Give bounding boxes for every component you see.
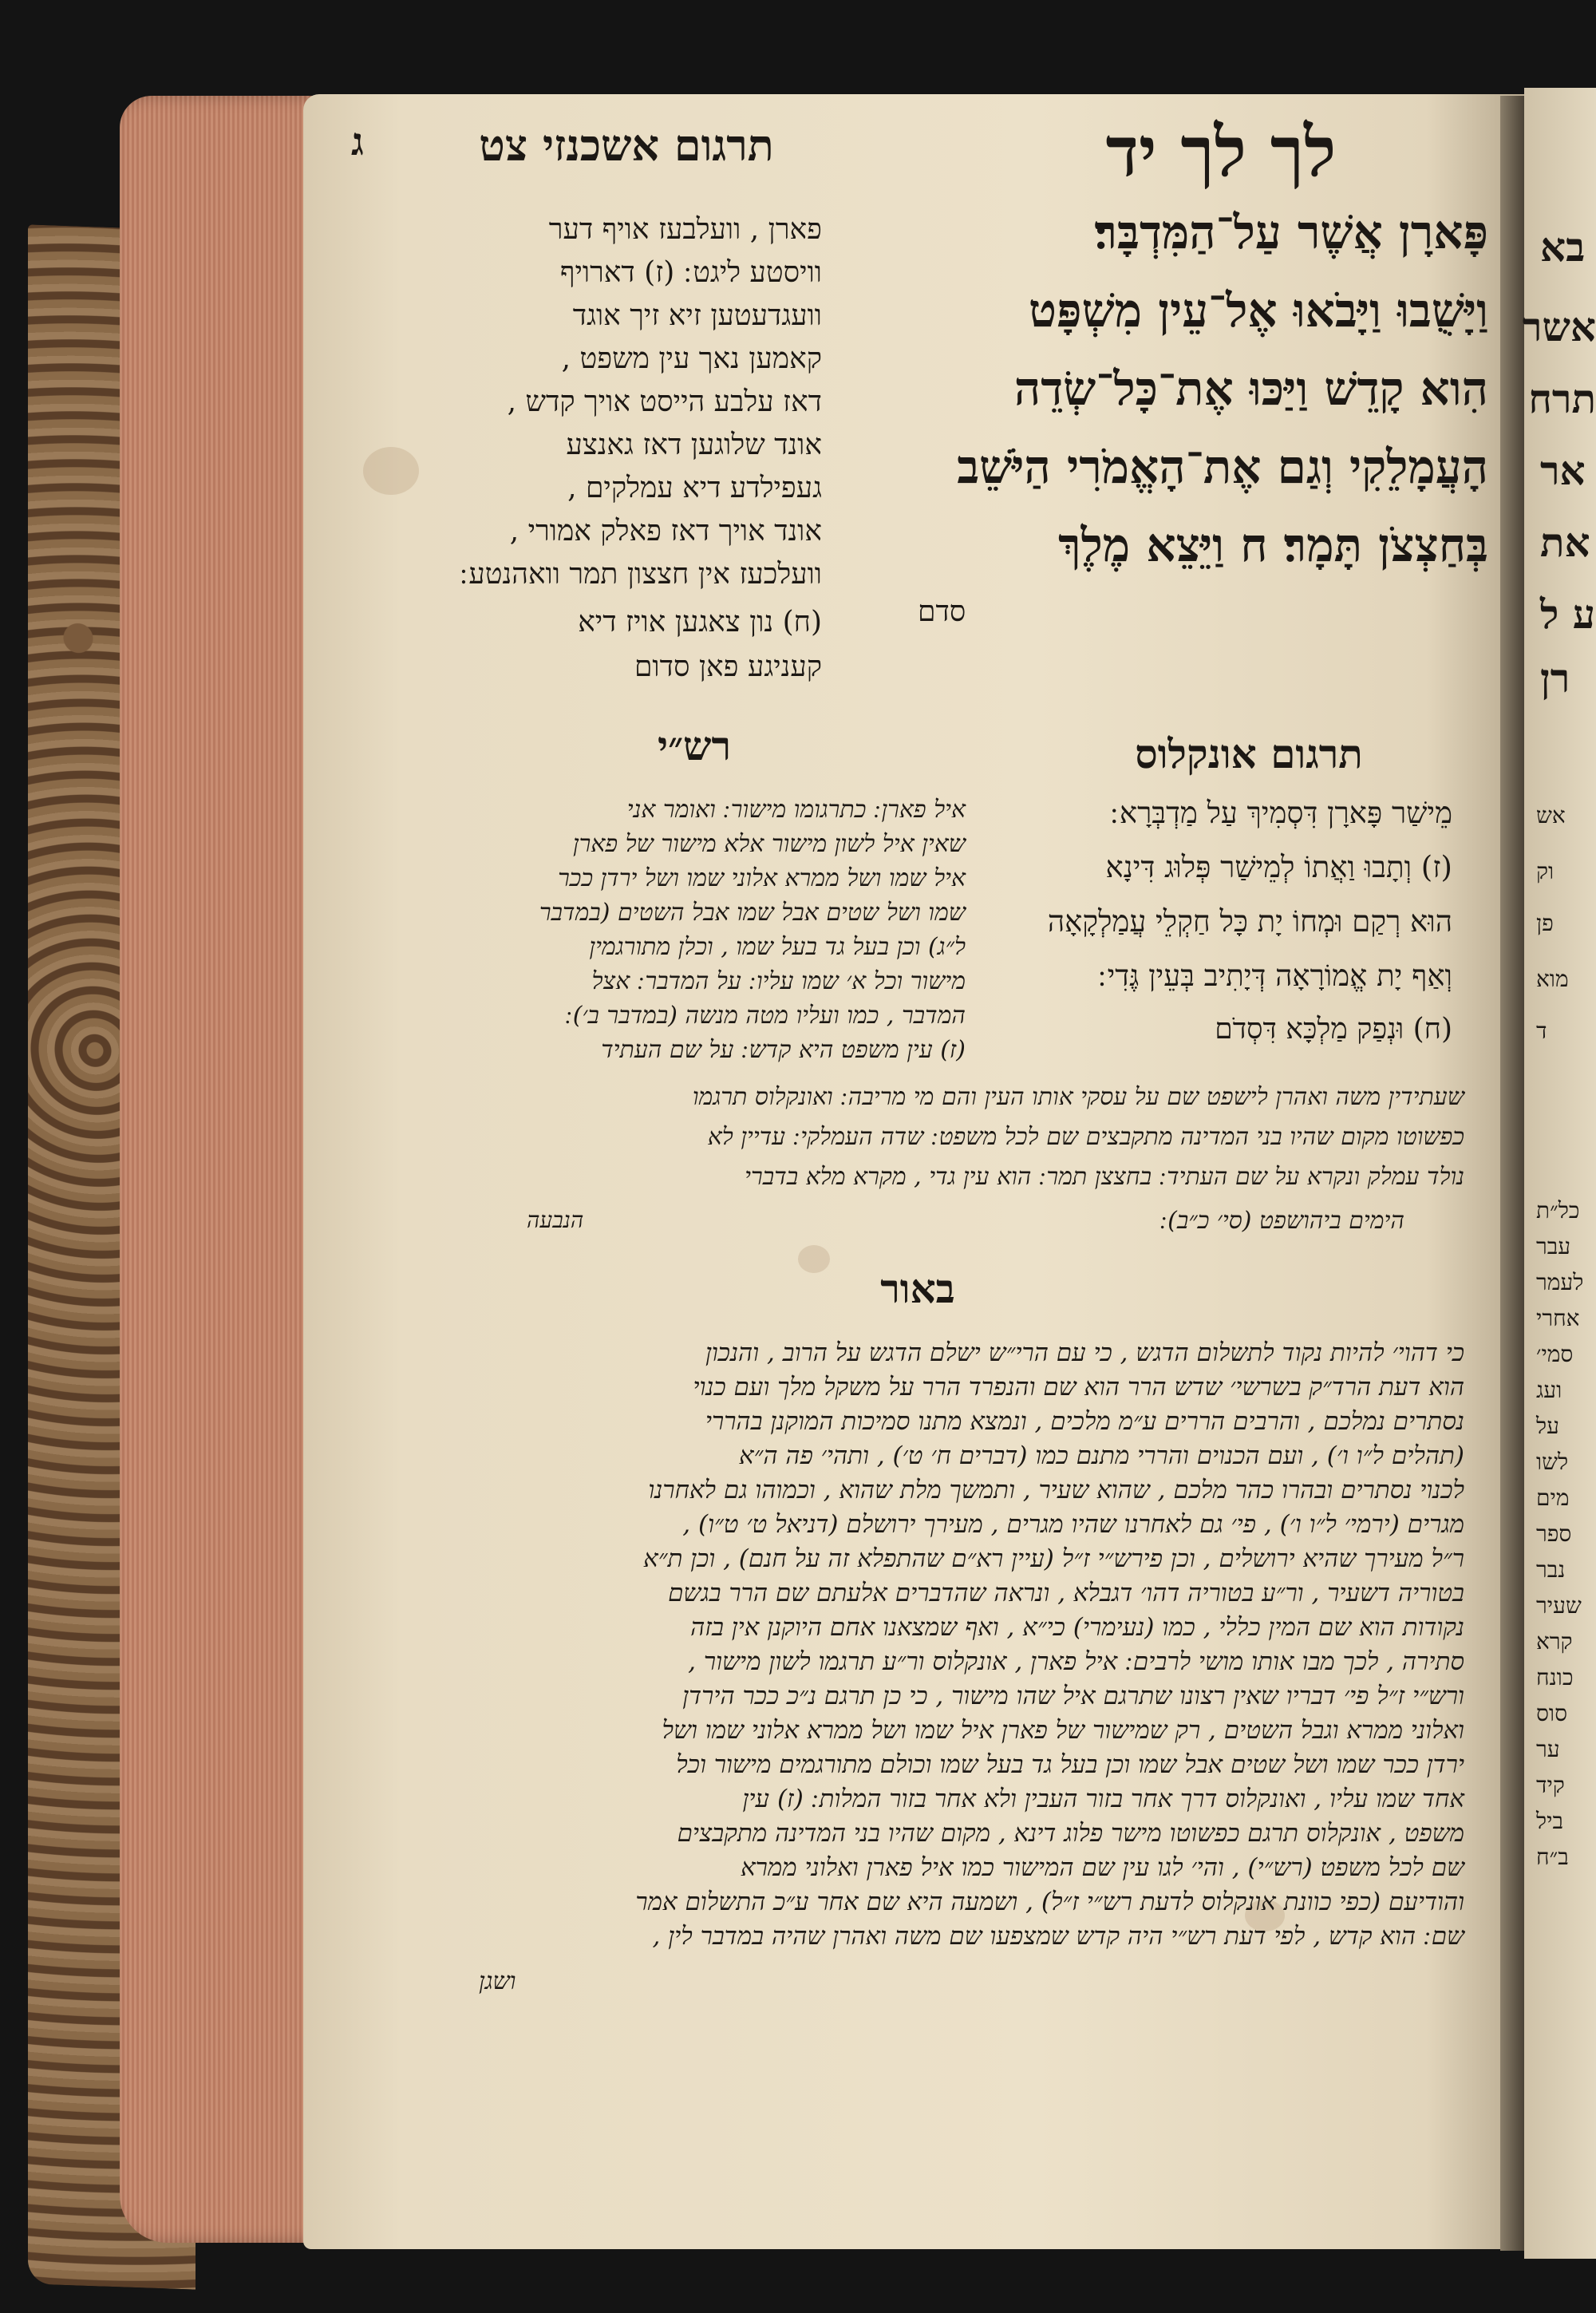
catchword: ושגן: [479, 1967, 516, 1995]
onkelos-line: וְאַף יָת אֱמוֹרָאָה דְּיָתִיב בְּעֵין גֶּדִי ׃: [1097, 959, 1452, 993]
onkelos-line: (ח) וּנְפַק מַלְכָּא דִּסְדֹם: [1215, 1013, 1452, 1046]
right-page-fragment: בא: [1540, 223, 1586, 271]
rashi-wide-line: הימים ביהושפט (סי׳ כ״ב) ׃: [1159, 1207, 1404, 1235]
right-page-fragment: אשר: [1522, 303, 1596, 350]
rashi-wide-line: נולד עמלק ונקרא על שם העתיד ׃ בחצצן תמר ׃ הוא עין גדי , מקרא מלא בדברי: [745, 1163, 1464, 1191]
rashi-line: איל שמו ושל ממרא אלוני שמו ושל ירדן ככר: [558, 864, 966, 892]
beur-line: נסתרים נמלכם , והרבים הררים ע״מ מלכים , ונמצא מתנו סמיכות המוקנן בהררי: [705, 1407, 1464, 1436]
right-page-fragment: מוא: [1536, 966, 1569, 992]
beur-line: ורש״י ז״ל פי׳ דבריו שאין רצונו שתרגם איל שהו מישור , כי כן תרגם נ״כ ככר הירדן: [682, 1682, 1464, 1710]
right-page-fragment: עבר: [1536, 1233, 1571, 1259]
right-page-fragment: את: [1540, 519, 1590, 566]
translation-line: דאז עלבע הייסט אויך קדש ,: [507, 386, 822, 418]
beur-line: ר״ל מעירך שהיא ירושלים , וכן פירש״י ז״ל (עיין רא״ם שהתפלא זה על חנם) , וכן ת״א: [643, 1544, 1464, 1573]
rashi-line: (ז) עין משפט היא קדש ׃ על שם העתיד: [601, 1036, 966, 1064]
right-page-fragment: ב״ח: [1536, 1844, 1569, 1870]
right-page-fragment: וק: [1536, 858, 1555, 884]
rashi-line: שאין איל לשון מישור אלא מישור של פארן: [572, 830, 966, 858]
translation-line: קעניגע פאן סדום: [634, 650, 822, 683]
right-page-fragment: מים: [1536, 1485, 1570, 1511]
verse-line: בְּחַצְצֹן תָּמָר׃ ח וַיֵּצֵא מֶלֶךְ: [1058, 518, 1488, 572]
rashi-wide-line: שעתידין משה ואהרן לישפט שם על עסקי אותו העין והם מי מריבה ׃ ואונקלוס תרגמו: [692, 1083, 1464, 1111]
verse-catchword: סדם: [918, 595, 966, 628]
beur-line: ואלוני ממרא וגבל השטים , רק שמישור של פארן איל שמו ושל ממרא אלוני שמו ושל: [662, 1716, 1464, 1745]
translation-line: פארן , וועלבעז אויף דער: [548, 213, 822, 246]
right-page-fragment: קיד: [1536, 1772, 1565, 1798]
page-stain: [363, 447, 419, 495]
catchword: הנבעה: [527, 1207, 584, 1233]
right-page-fragment: אש: [1536, 802, 1566, 828]
beur-line: נקודות הוא שם המין כללי , כמו (נעימרי) כי״א , ואף שמצאנו אחם היוקנן אין בזה: [690, 1613, 1464, 1642]
right-page-fragment: לשו: [1536, 1449, 1569, 1475]
translation-line: אונד שלוגען דאז גאנצע: [566, 429, 822, 461]
beur-line: משפט , אונקלוס תרגם כפשוטו מישר פלוג דינא , מקום שהיו בני המדינה מתקבצים: [677, 1819, 1464, 1848]
right-page-fragment: על: [1536, 1413, 1559, 1439]
right-page-fragment: כל״ת: [1536, 1197, 1580, 1224]
beur-line: שם לכל משפט (רש״י) , והי׳ לגו עין שם המישור כמו איל פארן ואלוני ממרא: [741, 1853, 1464, 1882]
rashi-line: המדבר , כמו ועליו מטה מנשה (במדבר ב׳) ׃: [565, 1002, 966, 1030]
right-page-fragment: תרח: [1528, 375, 1596, 422]
right-page-fragment: אחרי: [1536, 1305, 1580, 1331]
verse-line: וַיָּשֻׁבוּ וַיָּבֹאוּ אֶל־עֵין מִשְׁפָּט: [1029, 283, 1488, 338]
beur-line: לכנוי נסתרים ובהרו כהר מלכם , שהוא שעיר , ותמשך מלת שהוא , וכמוהו גם לאחרנו: [648, 1476, 1464, 1504]
rashi-line: ל״ג) וכן בעל גד בעל שמו , וכלן מתורגמין: [589, 933, 966, 961]
onkelos-line: הוּא רְקַם וּמְחוֹ יָת כָּל חַקְלֵי עֲמַלְקָאָה: [1047, 904, 1452, 939]
rashi-wide-line: כפשוטו מקום שהיו בני המדינה מתקבצים שם לכל משפט ׃ שדה העמלקי ׃ עדיין לא: [707, 1123, 1464, 1151]
right-page-fragment: לעמר: [1536, 1269, 1584, 1295]
beur-line: מגרים (ירמי׳ ל״ו ו׳) , פי׳ גם לאחרנו שהיו מגרים , מעירך ירושלם (דניאל ט׳ ט״ו) ,: [682, 1510, 1464, 1539]
beur-line: והודיעם (כפי כוונת אונקלוס לדעת רש״י ז״ל) , ושמעה היא שם אחר ע״כ התשלום אמר: [635, 1888, 1464, 1916]
onkelos-title: תרגום אונקלוס: [1135, 730, 1363, 777]
beur-line: אחד שמו עליו , ואונקלוס דרך אחר בזור העבין ולא אחר בזור המלות ׃ (ז) עין: [742, 1785, 1464, 1813]
translation-line: (ח) נון צאגען אויז דיא: [578, 606, 822, 639]
right-page-fragment: שעיר: [1536, 1592, 1582, 1619]
right-page-fragment: סמי׳: [1536, 1341, 1574, 1367]
right-page-fragment: ועג: [1536, 1377, 1562, 1403]
verse-line: הִוא קָדֵשׁ וַיַּכּוּ אֶת־כָּל־שְׂדֵה: [1013, 362, 1488, 416]
rashi-title: רש״י: [657, 722, 732, 769]
translation-line: אונד אויך דאז פאלק אמורי ,: [509, 515, 822, 548]
right-running-header: לך לך יד: [1105, 112, 1337, 192]
beur-line: (תהלים ל״ו ו׳) , ועם הכנוים והררי מתנם כמו (דברים ח׳ ט׳) , ותהי׳ פה ה״א: [739, 1441, 1464, 1470]
beur-line: שם ׃ הוא קדש , לפי דעת רש״י היה קדש שמצפעו שם משה ואהרן שהיה במדבר לין ,: [652, 1922, 1464, 1951]
translation-line: וויסטע ליגט ׃ (ז) דארויף: [559, 256, 822, 289]
page-marker: ג: [351, 120, 364, 164]
rashi-line: איל פארן ׃ כתרגומו מישור ׃ ואומר אני: [626, 796, 966, 824]
right-page-fragment: רן: [1540, 654, 1570, 702]
left-running-header: [351, 120, 814, 171]
beur-line: הוא דעת הרד״ק בשרשי׳ שדש הרר הוא שם והנפרד הרר על משקל מלך ועם כנוי: [693, 1373, 1464, 1402]
right-page-fragment: ד: [1536, 1018, 1547, 1044]
left-header-title: תרגום אשכנזי צט: [479, 120, 774, 171]
right-page-fragment: ספר: [1536, 1520, 1572, 1547]
translation-line: געפילדע דיא עמלקים ,: [567, 472, 822, 504]
onkelos-line: מֵישַׁר פָּארָן דִּסְמִיךְ עַל מַדְבְּרָא ׃: [1110, 796, 1452, 830]
beur-line: ירדן ככר שמו ושל שטים אבל שמו וכן בעל גד בעל שמו וכולם מתורגמים מישור וכל: [676, 1750, 1464, 1779]
right-page-fragment: פן: [1536, 910, 1554, 936]
beur-title: באור: [880, 1265, 955, 1312]
translation-line: וועגדעטען זיא זיך אוגד: [572, 299, 822, 332]
right-page-fragment: ע ל: [1540, 591, 1596, 638]
rashi-line: שמו ושל שטים אבל שמו אבל השטים (במדבר: [539, 899, 966, 927]
verse-line: פָּארָן אֲשֶׁר עַל־הַמִּדְבָּר׃: [1094, 205, 1488, 259]
right-page-fragment: סוס: [1536, 1700, 1568, 1726]
translation-line: קאמען נאך עין משפט ,: [561, 342, 822, 375]
right-page-fragment: קרא: [1536, 1628, 1573, 1655]
beur-line: כי דהוי׳ להיות נקוד לתשלום הדגש , כי עם הרי״ש ישלם הדגש על הרוב , והנכון: [705, 1338, 1464, 1367]
verse-line: הָעֲמָלֵקִי וְגַם אֶת־הָאֱמֹרִי הַיֹּשֵׁב: [957, 440, 1488, 494]
page-stain: [798, 1245, 830, 1273]
onkelos-line: (ז) וְתָבוּ וַאֲתוֹ לְמֵישַׁר פְּלוּג דִּינָא: [1105, 850, 1452, 884]
translation-line: וועלכעז אין חצצון תמר וואהנטע ׃: [459, 558, 822, 591]
beur-line: בטוריה דשעיר , ור״ע בטוריה דהו׳ דגבלא , ונראה שהדברים אלעתם שם הרר בגשם: [668, 1579, 1464, 1607]
rashi-line: מישור וכל א׳ שמו עליו ׃ על המדבר ׃ אצל: [591, 967, 966, 995]
right-page-fragment: אר: [1540, 447, 1586, 494]
right-page-fragment: ער: [1536, 1736, 1560, 1762]
right-page-fragment: ביל: [1536, 1808, 1563, 1834]
right-page-fragment: כונח: [1536, 1664, 1574, 1690]
beur-line: סתירה , לכך מבו אותו מושי לרבים ׃ איל פארן , אונקלוס ור״ע תרגמו לשון מישור ,: [688, 1647, 1464, 1676]
right-page-fragment: נבר: [1536, 1556, 1566, 1583]
